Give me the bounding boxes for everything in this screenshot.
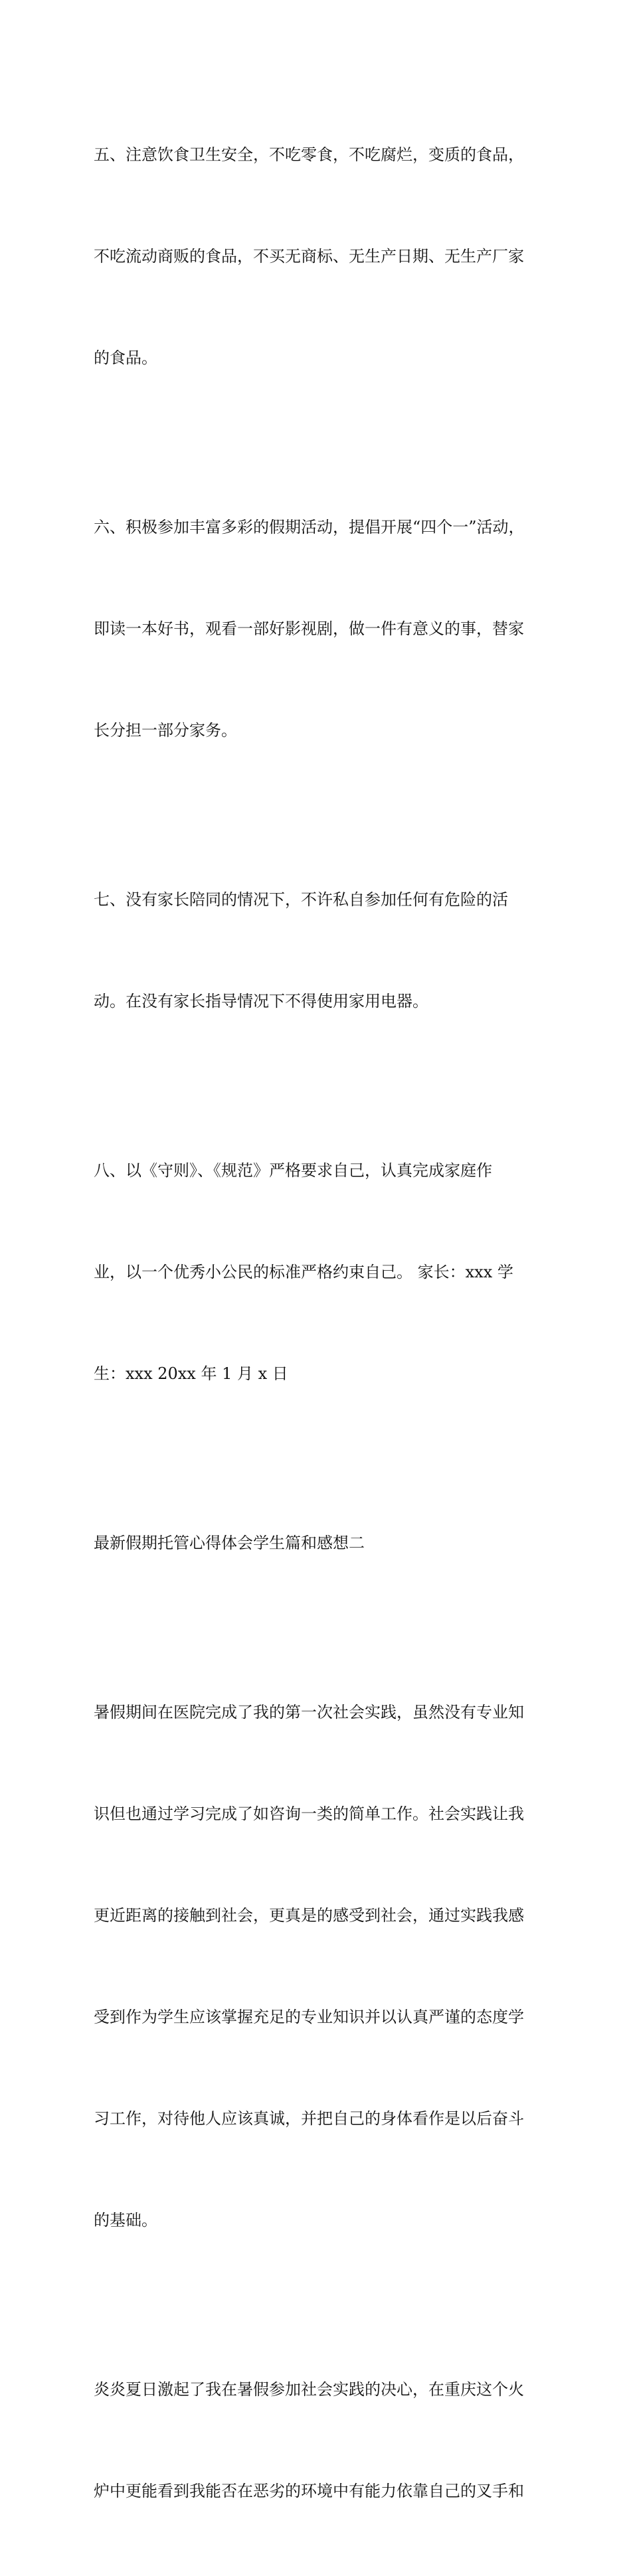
text-line: 业，以一个优秀小公民的标准严格约束自己。 家长：xxx 学	[94, 1263, 513, 1281]
paragraph-rule-seven	[94, 815, 540, 1086]
paragraph-essay-two	[94, 2305, 540, 2576]
document-page	[94, 70, 540, 2576]
section-heading	[94, 1459, 540, 1628]
text-line: 更近距离的接触到社会，更真是的感受到社会，通过实践我感	[94, 1906, 524, 1925]
text-line: 即读一本好书，观看一部好影视剧，做一件有意义的事，替家	[94, 619, 524, 638]
text-line: 生：xxx 20xx 年 1 月 x 日	[94, 1364, 288, 1383]
text-line: 的食品。	[94, 349, 157, 367]
paragraph-essay-one	[94, 1628, 540, 2305]
text-line: 的基础。	[94, 2211, 157, 2229]
text-line: 长分担一部分家务。	[94, 721, 237, 740]
text-line: 暑假期间在医院完成了我的第一次社会实践，虽然没有专业知	[94, 1703, 524, 1722]
text-line: 不吃流动商贩的食品，不买无商标、无生产日期、无生产厂家	[94, 247, 524, 266]
paragraph-rule-six	[94, 443, 540, 815]
paragraph-rule-eight	[94, 1086, 540, 1459]
text-line: 动。在没有家长指导情况下不得使用家用电器。	[94, 992, 428, 1010]
text-line: 六、积极参加丰富多彩的假期活动，提倡开展“四个一”活动，	[94, 518, 525, 536]
text-line: 五、注意饮食卫生安全，不吃零食，不吃腐烂，变质的食品，	[94, 145, 524, 164]
text-line: 炉中更能看到我能否在恶劣的环境中有能力依靠自己的叉手和	[94, 2482, 524, 2500]
text-line: 识但也通过学习完成了如咨询一类的简单工作。社会实践让我	[94, 1805, 524, 1823]
text-line: 习工作，对待他人应该真诚，并把自己的身体看作是以后奋斗	[94, 2109, 524, 2128]
text-line: 八、以《守则》、《规范》严格要求自己，认真完成家庭作	[94, 1161, 492, 1180]
text-line: 受到作为学生应该掌握充足的专业知识并以认真严谨的态度学	[94, 2008, 524, 2026]
heading-line: 最新假期托管心得体会学生篇和感想二	[94, 1534, 365, 1552]
paragraph-rule-five	[94, 70, 540, 443]
text-line: 炎炎夏日激起了我在暑假参加社会实践的决心，在重庆这个火	[94, 2380, 524, 2399]
text-line: 七、没有家长陪同的情况下，不许私自参加任何有危险的活	[94, 890, 508, 909]
